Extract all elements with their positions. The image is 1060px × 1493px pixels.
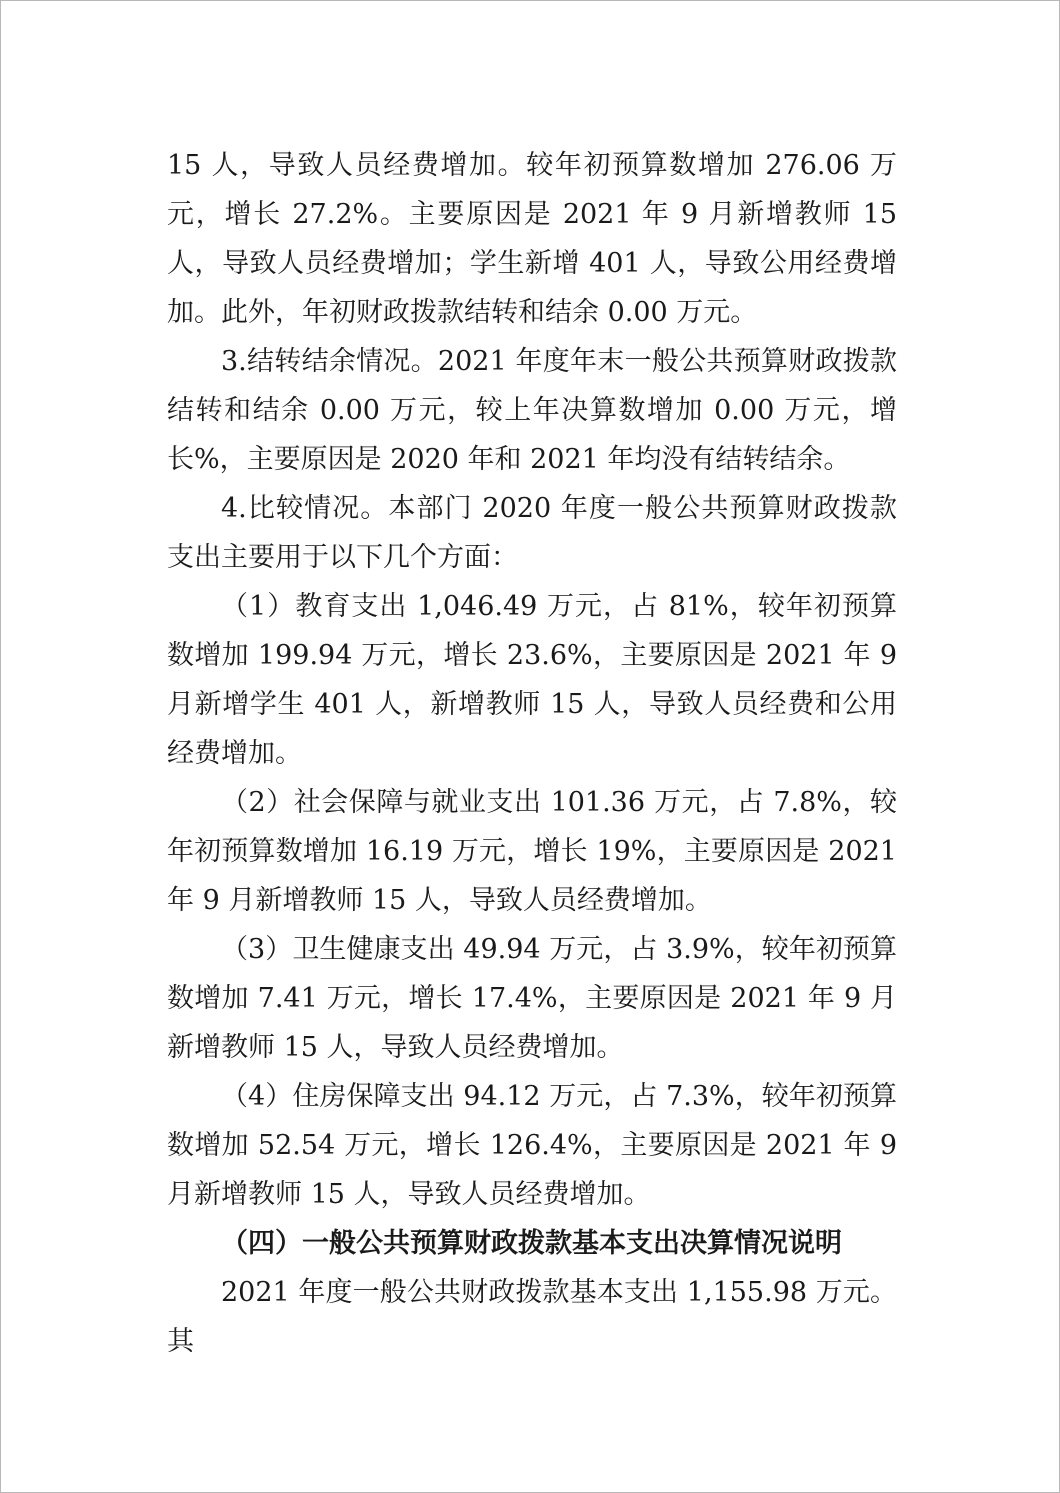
paragraph-basic-expenditure: 2021 年度一般公共财政拨款基本支出 1,155.98 万元。其: [167, 1277, 897, 1357]
paragraph-comparison: 4.比较情况。本部门 2020 年度一般公共预算财政拨款支出主要用于以下几个方面：: [167, 493, 897, 573]
section-heading-basic-expenditure: （四）一般公共预算财政拨款基本支出决算情况说明: [221, 1228, 842, 1259]
document-body: [167, 141, 897, 1366]
paragraph-social-security-expenditure: （2）社会保障与就业支出 101.36 万元，占 7.8%，较年初预算数增加 16.19 万元，增长 19%，主要原因是 2021 年 9 月新增教师 15 人，导致人员经费增加。: [167, 787, 897, 916]
paragraph-health-expenditure: （3）卫生健康支出 49.94 万元，占 3.9%，较年初预算数增加 7.41 万元，增长 17.4%，主要原因是 2021 年 9 月新增教师 15 人，导致人员经费增加。: [167, 934, 897, 1063]
paragraph-housing-expenditure: （4）住房保障支出 94.12 万元，占 7.3%，较年初预算数增加 52.54 万元，增长 126.4%，主要原因是 2021 年 9 月新增教师 15 人，导致人员经费增加。: [167, 1081, 897, 1210]
paragraph-carryover-balance: 3.结转结余情况。2021 年度年末一般公共预算财政拨款结转和结余 0.00 万元，较上年决算数增加 0.00 万元，增长%，主要原因是 2020 年和 2021 年均没有结转结余。: [167, 346, 897, 475]
paragraph-education-expenditure: （1）教育支出 1,046.49 万元，占 81%，较年初预算数增加 199.94 万元，增长 23.6%，主要原因是 2021 年 9 月新增学生 401 人，新增教师 15 人，导致人员经费和公用经费增加。: [167, 591, 897, 769]
paragraph-continuation: 15 人，导致人员经费增加。较年初预算数增加 276.06 万元，增长 27.2%。主要原因是 2021 年 9 月新增教师 15 人，导致人员经费增加；学生新增 401 人，导致公用经费增加。此外，年初财政拨款结转和结余 0.00 万元。: [167, 150, 897, 328]
